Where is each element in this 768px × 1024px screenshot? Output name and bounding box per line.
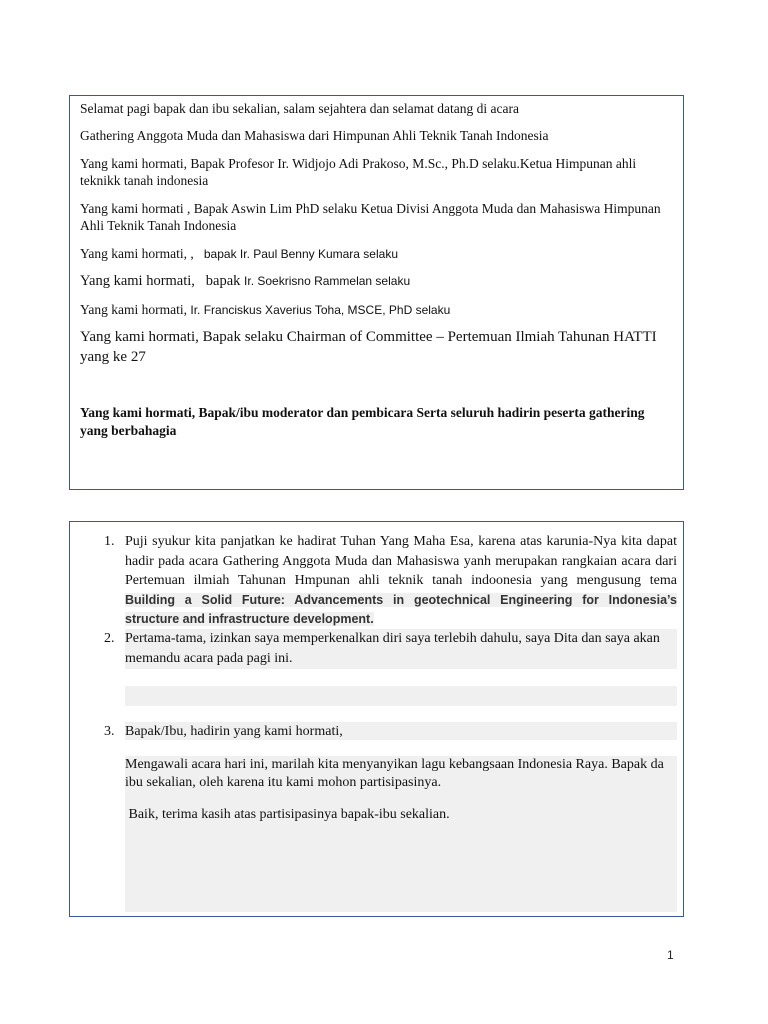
theme-text: Building a Solid Future: Advancements in geotechnical Engineering for Indonesia’s structure and infrastructure development. xyxy=(125,592,677,626)
greeting-line-7: Yang kami hormati, Ir. Franciskus Xaverius Toha, MSCE, PhD selaku xyxy=(80,302,451,317)
greetings-box xyxy=(69,95,684,490)
agenda-item-1: Puji syukur kita panjatkan ke hadirat Tuhan Yang Maha Esa, karena atas karunia-Nya kita dapat hadir pada acara Gathering Anggota Muda dan Mahasiswa yanh merupakan rangkaian acara dari Pertemuan ilmiah Tahunan Hmpunan ahli teknik tanah indoonesia yang mengusung tema Building a Solid Future: Advancements in geotechnical Engineering for Indonesia’s structure and infrastructure development. xyxy=(125,534,677,626)
item-3-paragraph-2: Baik, terima kasih atas partisipasinya bapak-ibu sekalian. xyxy=(125,807,450,822)
item-3-paragraph-1: Mengawali acara hari ini, marilah kita menyanyikan lagu kebangsaan Indonesia Raya. Bapak da ibu sekalian, oleh karena itu kami mohon partisipasinya. xyxy=(125,757,664,790)
greeting-line-5: Yang kami hormati, , bapak Ir. Paul Benny Kumara selaku xyxy=(80,246,398,261)
item-3-body xyxy=(125,756,677,912)
greeting-line-1: Selamat pagi bapak dan ibu sekalian, salam sejahtera dan selamat datang di acara xyxy=(80,101,519,116)
item-number-2: 2. xyxy=(104,631,115,646)
page-number: 1 xyxy=(667,948,674,962)
greeting-line-4: Yang kami hormati , Bapak Aswin Lim PhD selaku Ketua Divisi Anggota Muda dan Mahasiswa Himpunan Ahli Teknik Tanah Indonesia xyxy=(80,201,661,233)
greeting-line-9: Yang kami hormati, Bapak/ibu moderator dan pembicara Serta seluruh hadirin peserta gathering yang berbahagia xyxy=(80,405,645,438)
agenda-box xyxy=(69,521,684,917)
greeting-line-6: Yang kami hormati, bapak Ir. Soekrisno Rammelan selaku xyxy=(80,273,411,289)
agenda-item-2: Pertama-tama, izinkan saya memperkenalkan diri saya terlebih dahulu, saya Dita dan saya akan memandu acara pada pagi ini. xyxy=(125,629,677,669)
greeting-line-3: Yang kami hormati, Bapak Profesor Ir. Widjojo Adi Prakoso, M.Sc., Ph.D selaku.Ketua Himpunan ahli teknikk tanah indonesia xyxy=(80,156,637,188)
greeting-line-2: Gathering Anggota Muda dan Mahasiswa dari Himpunan Ahli Teknik Tanah Indonesia xyxy=(80,128,549,143)
greeting-line-8: Yang kami hormati, Bapak selaku Chairman of Committee – Pertemuan Ilmiah Tahunan HATTI yang ke 27 xyxy=(80,329,657,365)
item-number-1: 1. xyxy=(104,534,115,549)
shaded-blank-row xyxy=(125,686,677,706)
item-number-3: 3. xyxy=(104,724,115,739)
agenda-item-3: Bapak/Ibu, hadirin yang kami hormati, xyxy=(125,722,677,740)
